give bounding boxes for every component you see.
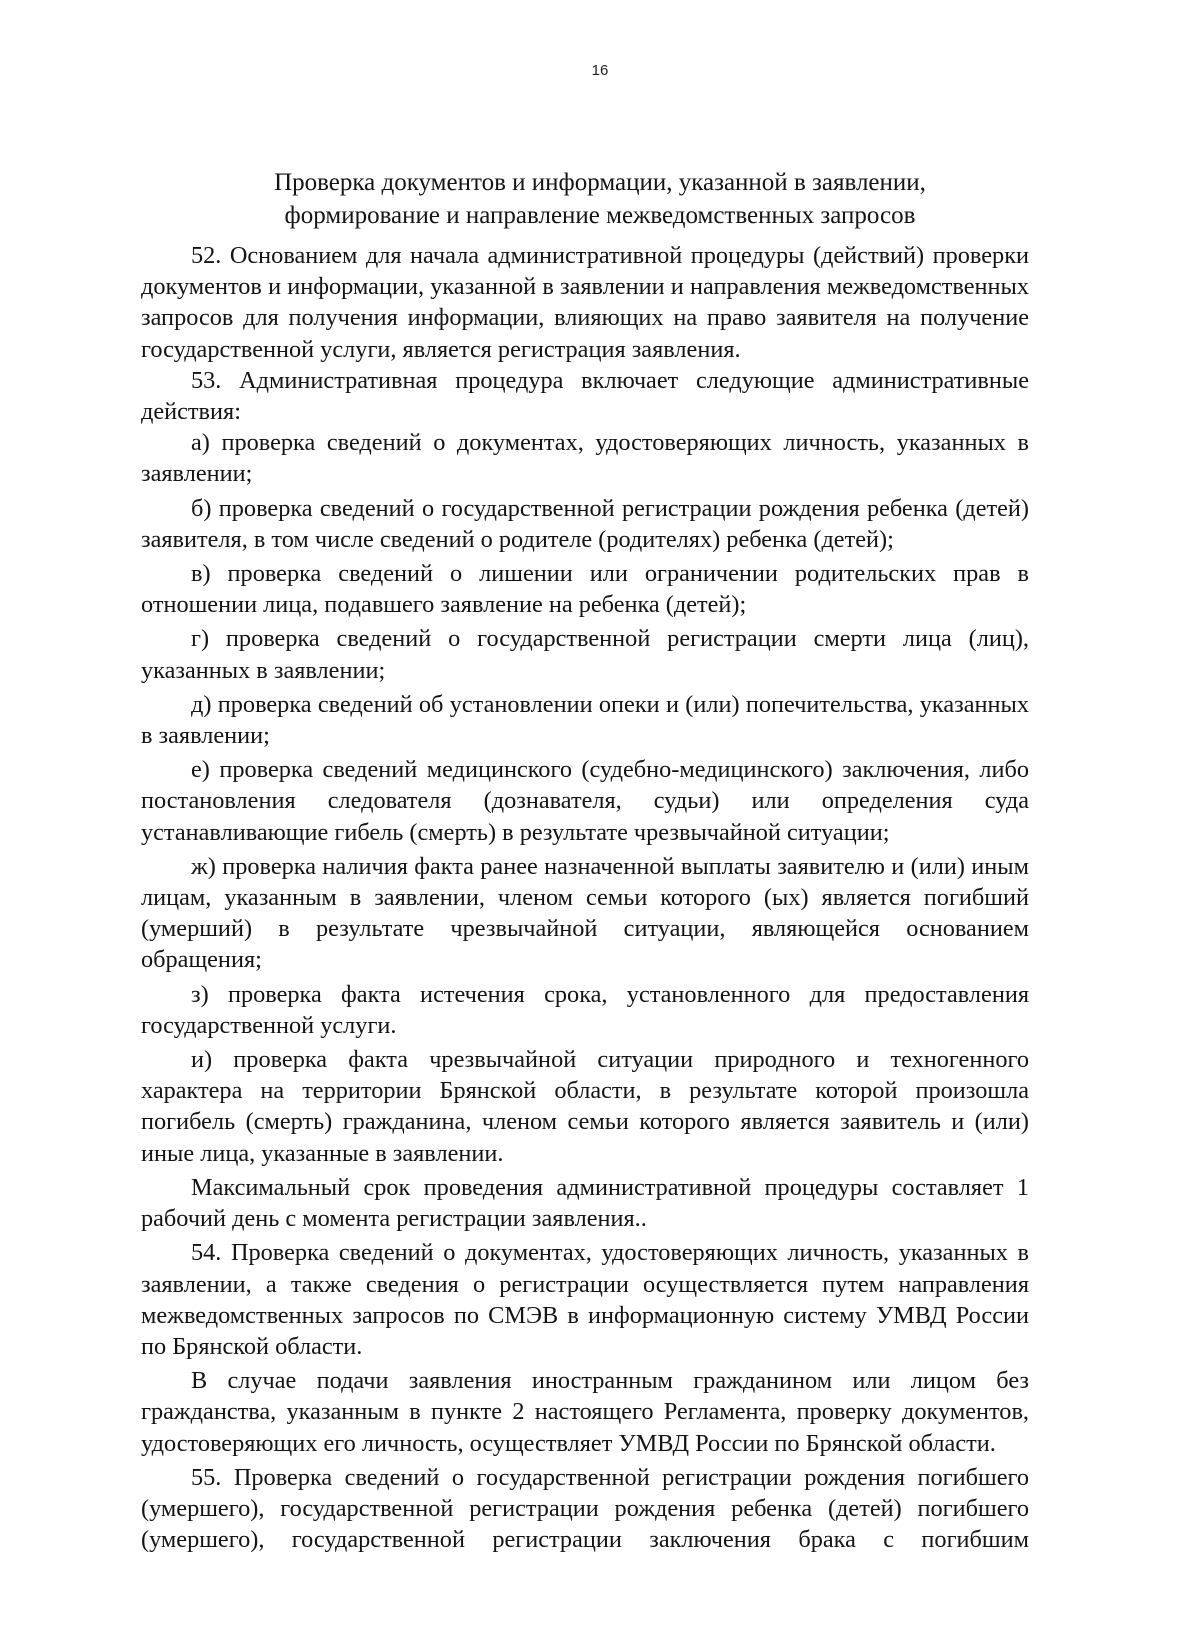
paragraph-foreign-citizen: В случае подачи заявления иностранным гражданином или лицом без гражданства, указанным в пункте 2 настоящего Регламента, проверку документов, удостоверяющих его личность, осуществляет УМВД России по Брянской области. [141,1367,1029,1457]
paragraph-52: 52. Основанием для начала административной процедуры (действий) проверки документов и информации, указанной в заявлении и направления межведомственных запросов для получения информации, влияющих на право заявителя на получение государственной услуги, является регистрация заявления. [141,242,1029,363]
list-item-v: в) проверка сведений о лишении или ограничении родительских прав в отношении лица, подавшего заявление на ребенка (детей); [141,560,1029,619]
list-item-zh: ж) проверка наличия факта ранее назначенной выплаты заявителю и (или) иным лицам, указанным в заявлении, членом семьи которого (ых) является погибший (умерший) в результате чрезвычайной ситуации, являющейся основанием обращения; [141,852,1029,974]
section-heading [140,166,1060,232]
paragraph-max-term: Максимальный срок проведения административной процедуры составляет 1 рабочий день с момента регистрации заявления.. [141,1173,1029,1233]
list-item-g: г) проверка сведений о государственной регистрации смерти лица (лиц), указанных в заявлении; [141,625,1029,684]
document-body [141,240,1029,1558]
list-item-b: б) проверка сведений о государственной регистрации рождения ребенка (детей) заявителя, в том числе сведений о родителе (родителях) ребенка (детей); [141,494,1029,553]
list-item-d: д) проверка сведений об установлении опеки и (или) попечительства, указанных в заявлении; [141,690,1029,750]
paragraph-53: 53. Административная процедура включает следующие административные действия: [141,366,1029,426]
list-item-a: а) проверка сведений о документах, удостоверяющих личность, указанных в заявлении; [141,429,1029,488]
page-number: 16 [591,62,609,79]
paragraph-55: 55. Проверка сведений о государственной регистрации рождения погибшего (умершего), государственной регистрации рождения ребенка (детей) погибшего (умершего), государственной регистрации заключения брака с погибшим [141,1463,1029,1554]
paragraph-54: 54. Проверка сведений о документах, удостоверяющих личность, указанных в заявлении, а также сведения о регистрации осуществляется путем направления межведомственных запросов по СМЭВ в информационную систему УМВД России по Брянской области. [141,1239,1029,1360]
list-item-z: з) проверка факта истечения срока, установленного для предоставления государственной услуги. [141,980,1029,1039]
list-item-e: е) проверка сведений медицинского (судебно-медицинского) заключения, либо постановления следователя (дознавателя, судьи) или определения суда устанавливающие гибель (смерть) в результате чрезвычайной ситуации; [141,756,1029,846]
list-item-i: и) проверка факта чрезвычайной ситуации природного и техногенного характера на территории Брянской области, в результате которой произошла погибель (смерть) гражданина, членом семьи которого является заявитель и (или) иные лица, указанные в заявлении. [141,1046,1029,1167]
section-heading-line-2: формирование и направление межведомственных запросов [284,202,916,229]
section-heading-line-1: Проверка документов и информации, указанной в заявлении, [274,169,926,196]
